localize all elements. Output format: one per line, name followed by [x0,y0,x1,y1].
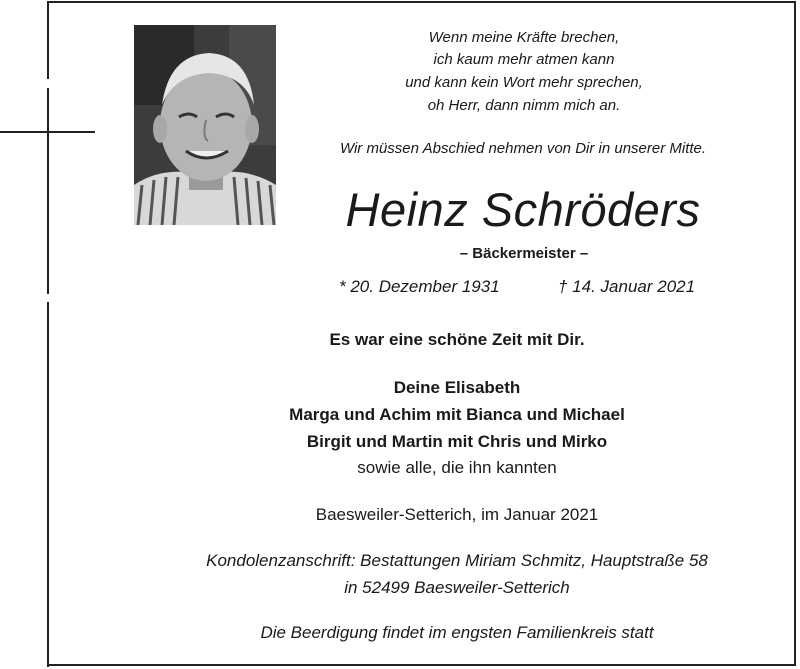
death-date: † 14. Januar 2021 [558,277,696,296]
frame-left-segment [47,302,49,667]
condolence-address: in 52499 Baesweiler-Setterich [344,578,570,597]
poem-line: und kann kein Wort mehr sprechen, [405,74,643,91]
condolence-address: Kondolenzanschrift: Bestattungen Miriam Schmitz, Hauptstraße 58 [206,551,708,570]
frame-left-segment [47,88,49,294]
poem-line: ich kaum mehr atmen kann [433,51,615,68]
family-line: Deine Elisabeth [393,378,521,397]
farewell-text: Wir müssen Abschied nehmen von Dir in unserer Mitte. [339,140,707,157]
deceased-name: Heinz Schröders [345,183,701,236]
birth-date: * 20. Dezember 1931 [339,277,500,296]
family-line: Birgit und Martin mit Chris und Mirko [306,432,608,451]
family-line: Marga und Achim mit Bianca und Michael [289,405,625,424]
poem-line: Wenn meine Kräfte brechen, [428,29,620,46]
place-date: Baesweiler-Setterich, im Januar 2021 [315,505,599,524]
motto: Es war eine schöne Zeit mit Dir. [329,330,585,349]
poem-line: oh Herr, dann nimm mich an. [427,97,621,114]
profession: – Bäckermeister – [459,245,589,262]
cross-symbol [0,131,95,133]
burial-note: Die Beerdigung findet im engsten Familienkreis statt [260,623,654,642]
family-extra: sowie alle, die ihn kannten [357,458,557,477]
frame-left-segment [47,1,49,79]
